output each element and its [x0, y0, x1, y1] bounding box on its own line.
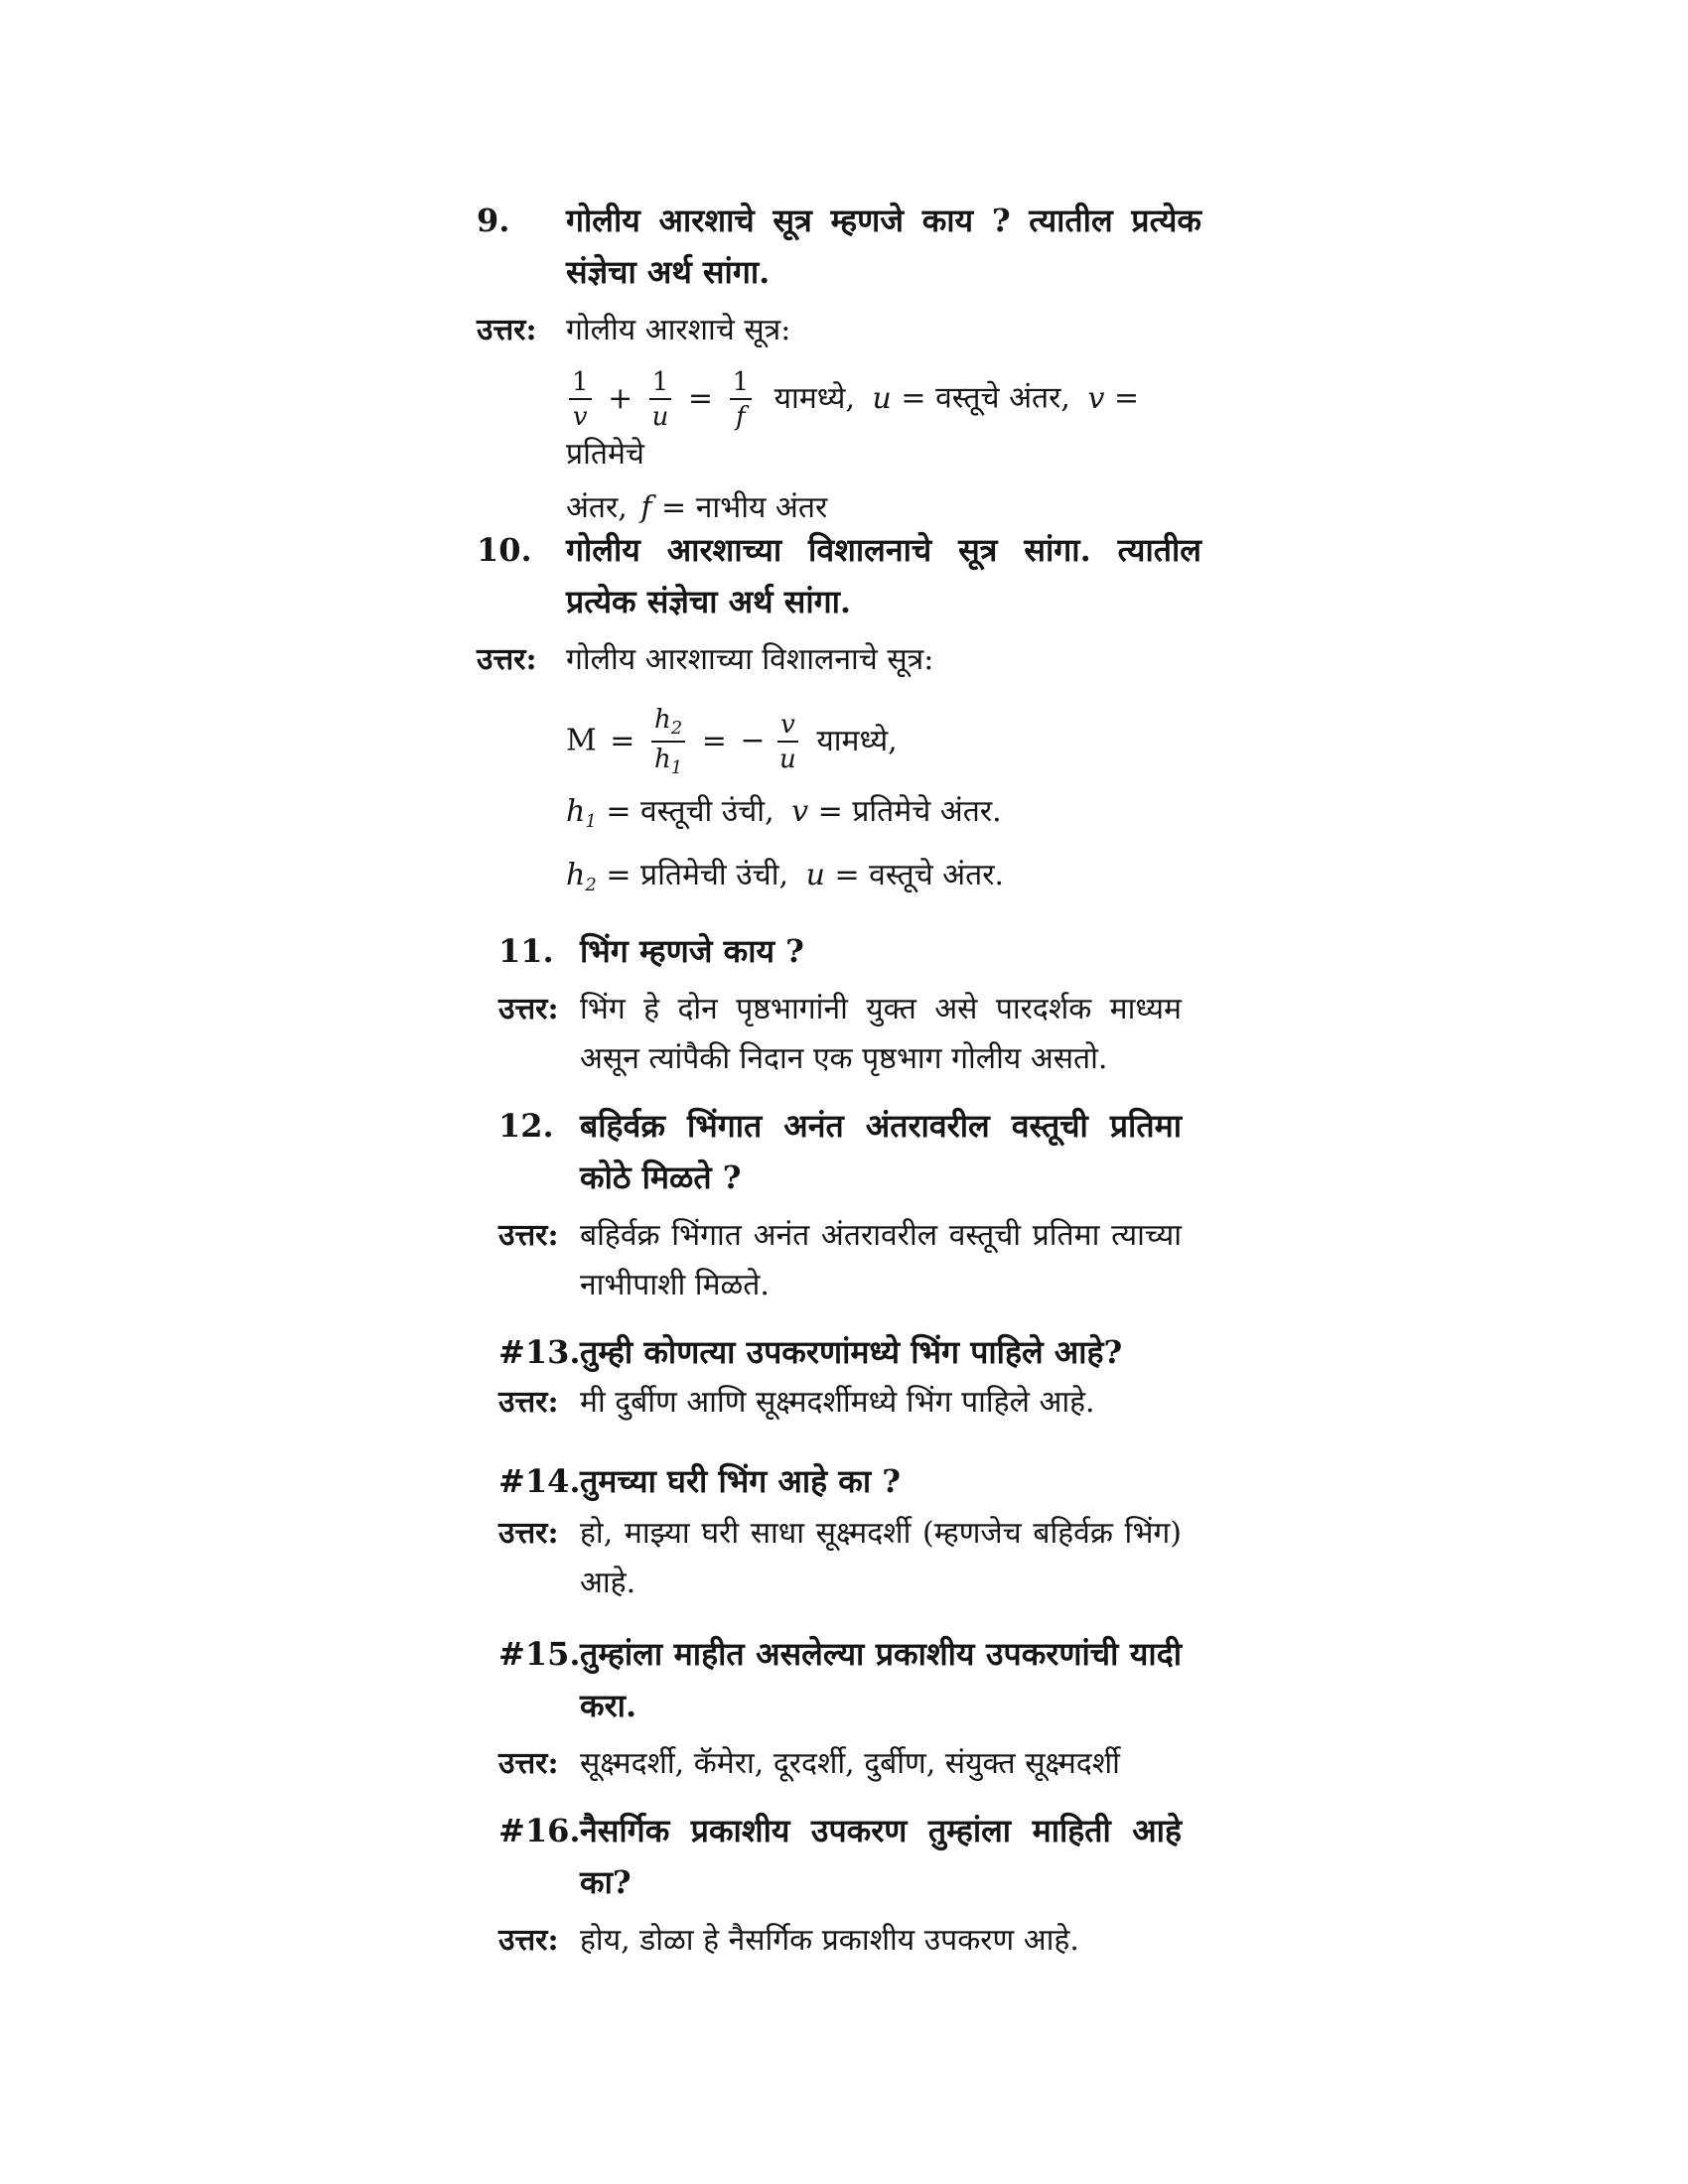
question-number: 12.	[498, 1107, 554, 1145]
answer-label: उत्तर:	[498, 1516, 559, 1551]
answer-label: उत्तर:	[498, 1385, 559, 1420]
question-10	[477, 524, 1201, 910]
answer-label: उत्तर:	[498, 1923, 559, 1958]
question-number: 9.	[477, 202, 510, 239]
question-number: #13.	[498, 1333, 581, 1371]
answer-label: उत्तर:	[498, 1218, 559, 1253]
question-text: बहिर्वक्र भिंगात अनंत अंतरावरील वस्तूची प्रतिमा कोठे मिळते ?	[580, 1107, 1182, 1196]
question-11	[498, 925, 1182, 1084]
fraction-1-over-v: $\frac{1}{v}$	[569, 369, 592, 430]
question-text: तुम्हांला माहीत असलेल्या प्रकाशीय उपकरणांची यादी करा.	[580, 1635, 1182, 1724]
question-number: #14.	[498, 1462, 581, 1500]
magnification-def-line-1: $h_1$ = वस्तूची उंची, v = प्रतिमेचे अंतर.	[566, 794, 1002, 832]
mirror-formula: $\frac{1}{v}$ + $\frac{1}{u}$ = $\frac{1}{f}$ यामध्ये, u = वस्तूचे अंतर, v = प्रतिमेचे	[566, 367, 1140, 472]
question-14	[498, 1455, 1182, 1608]
question-number: #16.	[498, 1812, 581, 1849]
answer-text: भिंग हे दोन पृष्ठभागांनी युक्त असे पारदर्शक माध्यम असून त्यांपैकी निदान एक पृष्ठभाग गोलीय असतो.	[580, 992, 1182, 1076]
question-text: भिंग म्हणजे काय ?	[580, 932, 804, 970]
answer-label: उत्तर:	[498, 992, 559, 1026]
question-13	[498, 1326, 1182, 1428]
question-number: #15.	[498, 1635, 581, 1673]
question-text: गोलीय आरशाचे सूत्र म्हणजे काय ? त्यातील प्रत्येक संज्ञेचा अर्थ सांगा.	[566, 202, 1201, 291]
magnification-formula: M = $\frac{h_2}{h_1}$ = − $\frac{v}{u}$ यामध्ये,	[566, 705, 898, 778]
answer-text: हो, माझ्या घरी साधा सूक्ष्मदर्शी (म्हणजेच बहिर्वक्र भिंग) आहे.	[580, 1516, 1182, 1600]
answer-text: मी दुर्बीण आणि सूक्ष्मदर्शीमध्ये भिंग पाहिले आहे.	[580, 1385, 1095, 1420]
mirror-formula-definitions: अंतर, f = नाभीय अंतर	[566, 490, 828, 525]
question-text: गोलीय आरशाच्या विशालनाचे सूत्र सांगा. त्यातील प्रत्येक संज्ञेचा अर्थ सांगा.	[566, 531, 1201, 620]
answer-label: उत्तर:	[477, 642, 537, 677]
question-15	[498, 1628, 1182, 1789]
question-number: 11.	[498, 932, 554, 970]
answer-label: उत्तर:	[477, 313, 537, 347]
magnification-def-line-2: $h_2$ = प्रतिमेची उंची, u = वस्तूचे अंतर.	[566, 858, 1005, 895]
question-12	[498, 1100, 1182, 1310]
fraction-1-over-u: $\frac{1}{u}$	[649, 369, 672, 430]
fraction-1-over-f: $\frac{1}{f}$	[730, 369, 753, 430]
answer-text: होय, डोळा हे नैसर्गिक प्रकाशीय उपकरण आहे.	[580, 1923, 1079, 1958]
answer-intro: गोलीय आरशाचे सूत्र:	[566, 313, 791, 347]
question-text: तुमच्या घरी भिंग आहे का ?	[580, 1462, 901, 1500]
answer-text: सूक्ष्मदर्शी, कॅमेरा, दूरदर्शी, दुर्बीण, संयुक्त सूक्ष्मदर्शी	[580, 1746, 1120, 1781]
question-number: 10.	[477, 531, 532, 569]
question-text: नैसर्गिक प्रकाशीय उपकरण तुम्हांला माहिती आहे का?	[580, 1812, 1182, 1901]
answer-text: बहिर्वक्र भिंगात अनंत अंतरावरील वस्तूची प्रतिमा त्याच्या नाभीपाशी मिळते.	[580, 1218, 1182, 1302]
fraction-h2-over-h1: $\frac{h_2}{h_1}$	[651, 707, 685, 777]
question-text: तुम्ही कोणत्या उपकरणांमध्ये भिंग पाहिले आहे?	[580, 1333, 1123, 1371]
fraction-v-over-u: $\frac{v}{u}$	[779, 710, 796, 774]
answer-intro: गोलीय आरशाच्या विशालनाचे सूत्र:	[566, 642, 934, 677]
question-16	[498, 1805, 1182, 1966]
question-9	[477, 195, 1201, 533]
answer-label: उत्तर:	[498, 1746, 559, 1781]
